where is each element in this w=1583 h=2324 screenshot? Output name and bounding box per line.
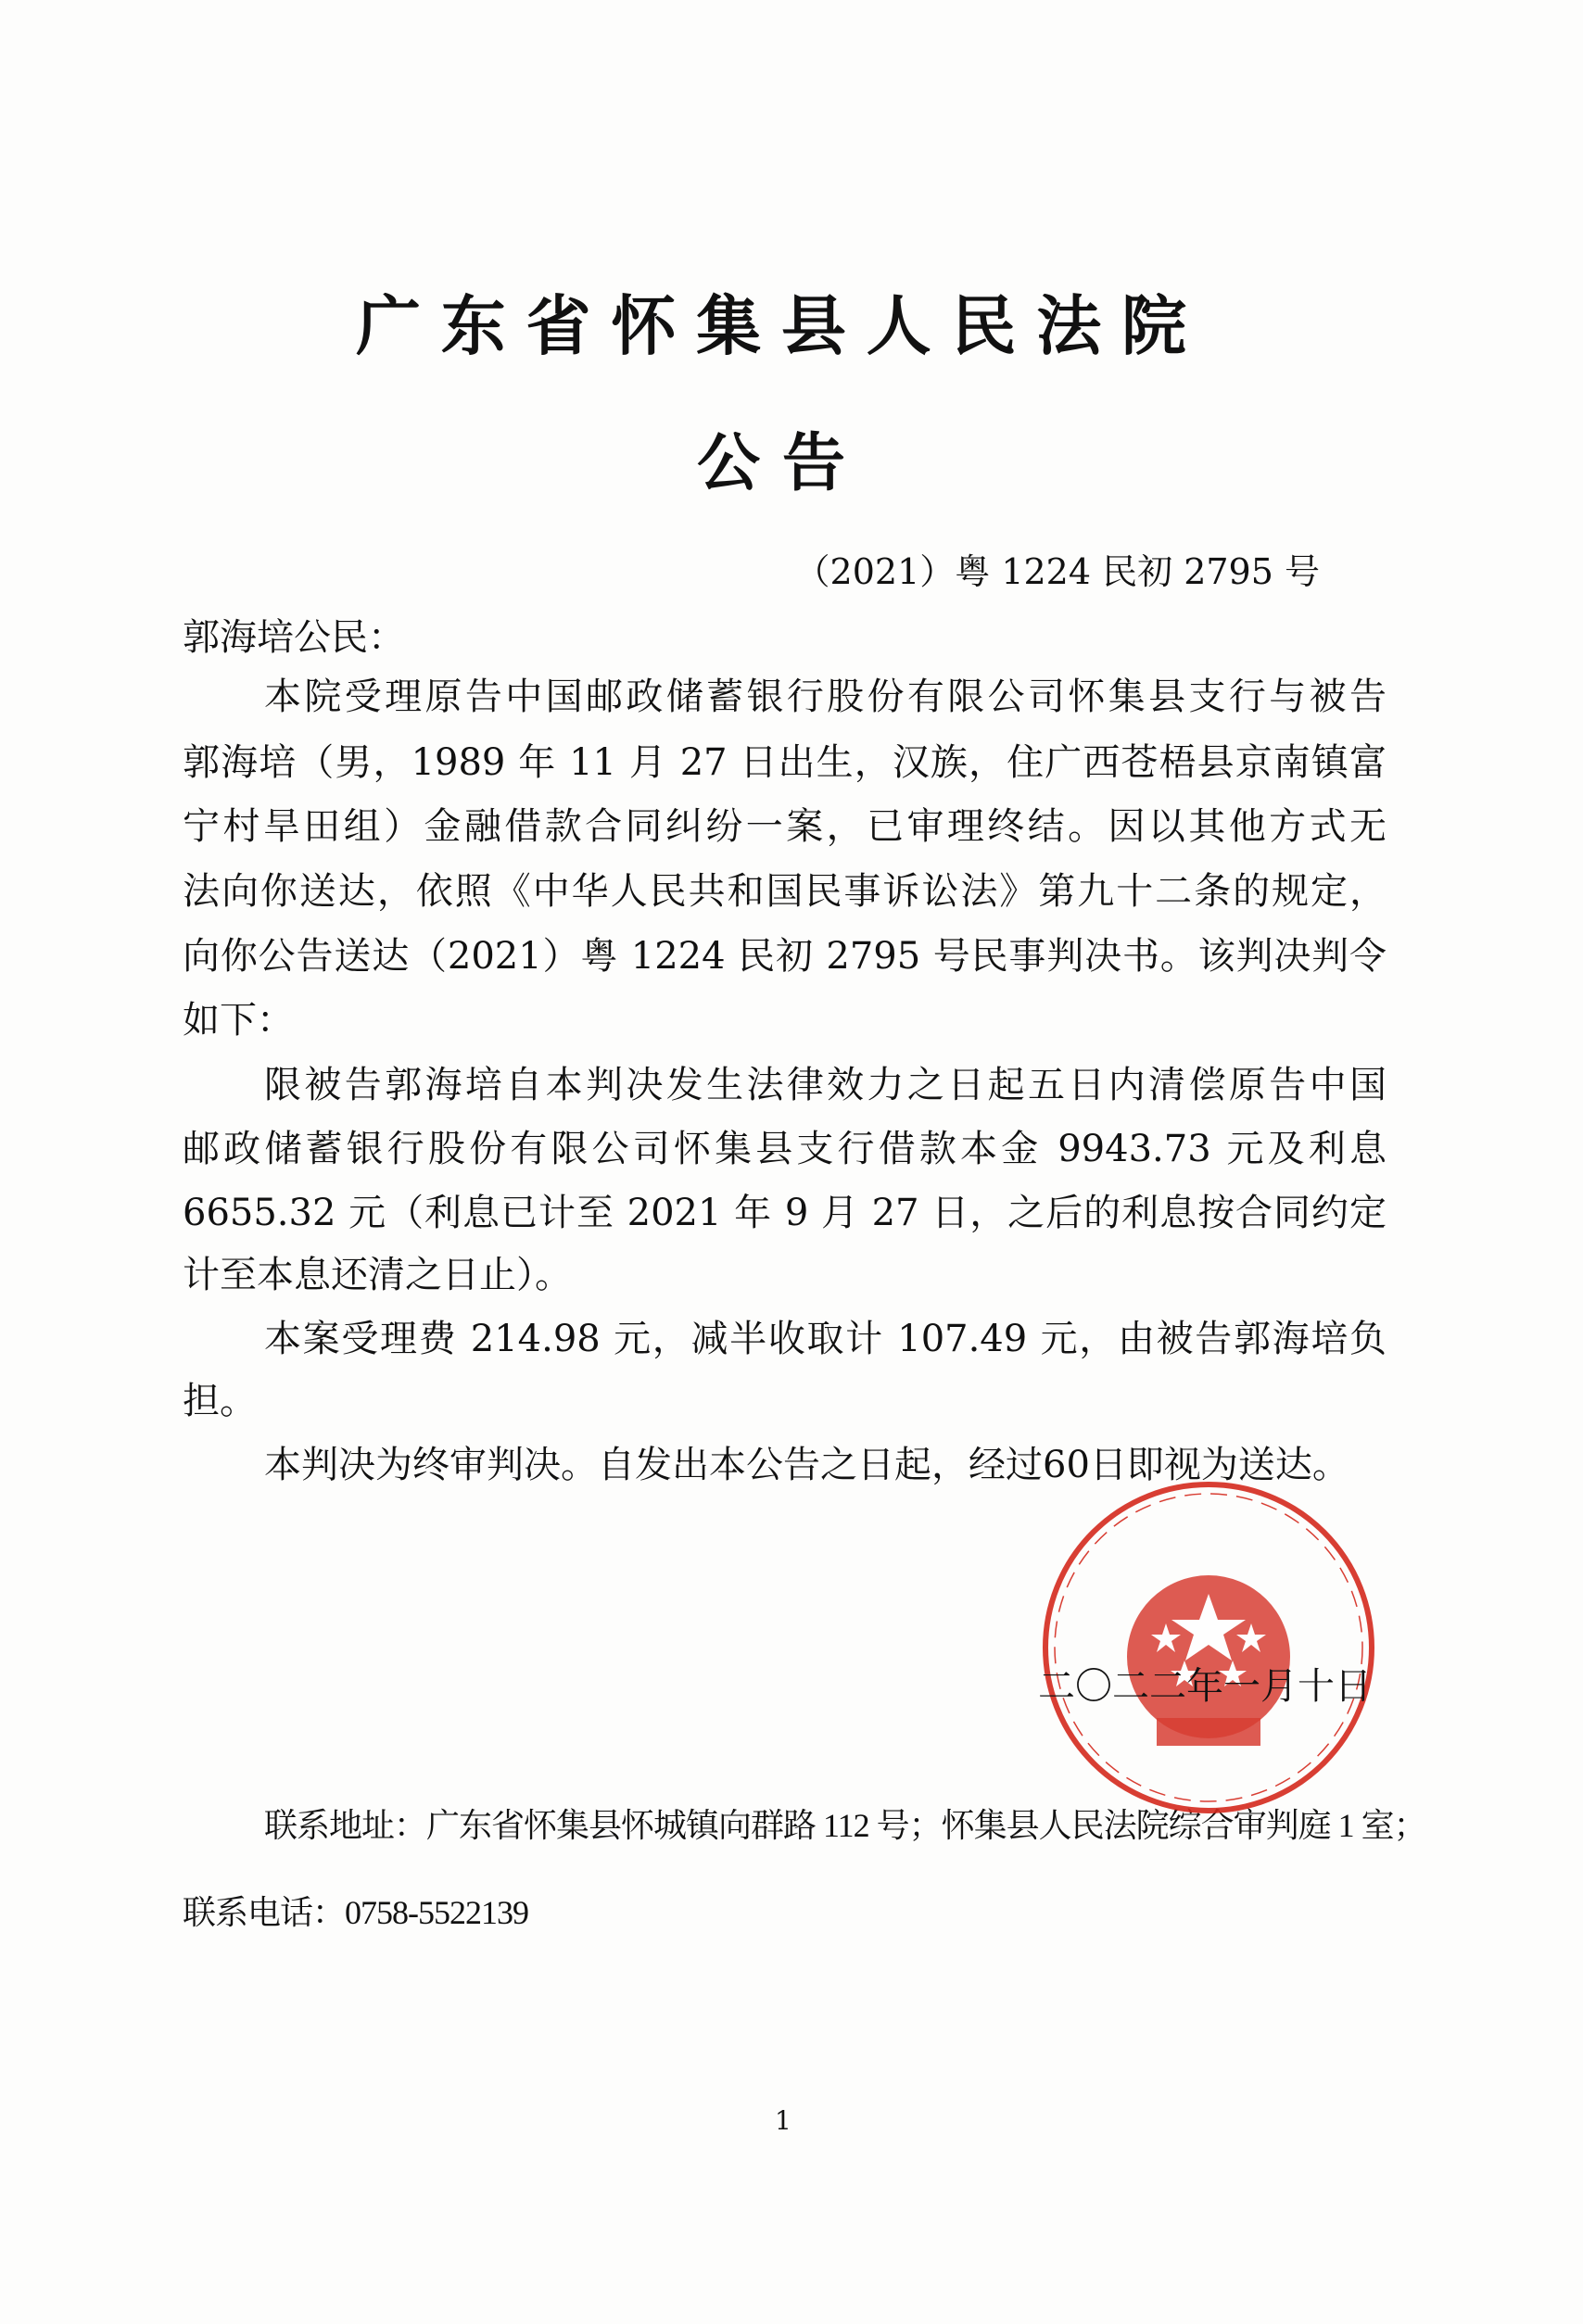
text-line: 6655.32 元（利息已计至 2021 年 9 月 27 日，之后的利息按合同约定 [183,1192,1387,1234]
contact-address: 联系地址：广东省怀集县怀城镇向群路 112 号；怀集县人民法院综合审判庭 1 室； [264,1807,1426,1844]
text-line: 如下： [183,999,294,1042]
text-line: 担。 [183,1380,257,1422]
text-line: 本判决为终审判决。自发出本公告之日起，经过60日即视为送达。 [264,1444,1349,1486]
page-number: 1 [775,2105,792,2136]
text-line: 向你公告送达（2021）粤 1224 民初 2795 号民事判决书。该判决判令 [183,935,1387,978]
case-number: （2021）粤 1224 民初 2795 号 [794,551,1320,592]
text-line: 本院受理原告中国邮政储蓄银行股份有限公司怀集县支行与被告 [264,676,1387,718]
text-line: 限被告郭海培自本判决发生法律效力之日起五日内清偿原告中国 [264,1064,1387,1106]
text-line: 法向你送达，依照《中华人民共和国民事诉讼法》第九十二条的规定， [183,870,1387,913]
court-seal-stamp [1036,1475,1381,1820]
text-line: 本案受理费 214.98 元，减半收取计 107.49 元，由被告郭海培负 [264,1318,1387,1360]
text-line: 邮政储蓄银行股份有限公司怀集县支行借款本金 9943.73 元及利息 [183,1128,1387,1170]
text-line: 郭海培（男，1989 年 11 月 27 日出生，汉族，住广西苍梧县京南镇富 [183,741,1387,784]
text-line: 宁村旱田组）金融借款合同纠纷一案，已审理终结。因以其他方式无 [183,805,1387,848]
salutation: 郭海培公民： [183,616,405,659]
document-type-heading: 公告 [697,426,845,500]
text-line: 计至本息还清之日止）。 [183,1254,572,1296]
contact-phone: 联系电话：0758-5522139 [183,1894,528,1931]
court-name-title: 广东省怀集县人民法院 [356,287,1186,364]
issue-date: 二〇二二年一月十日 [1038,1665,1372,1708]
